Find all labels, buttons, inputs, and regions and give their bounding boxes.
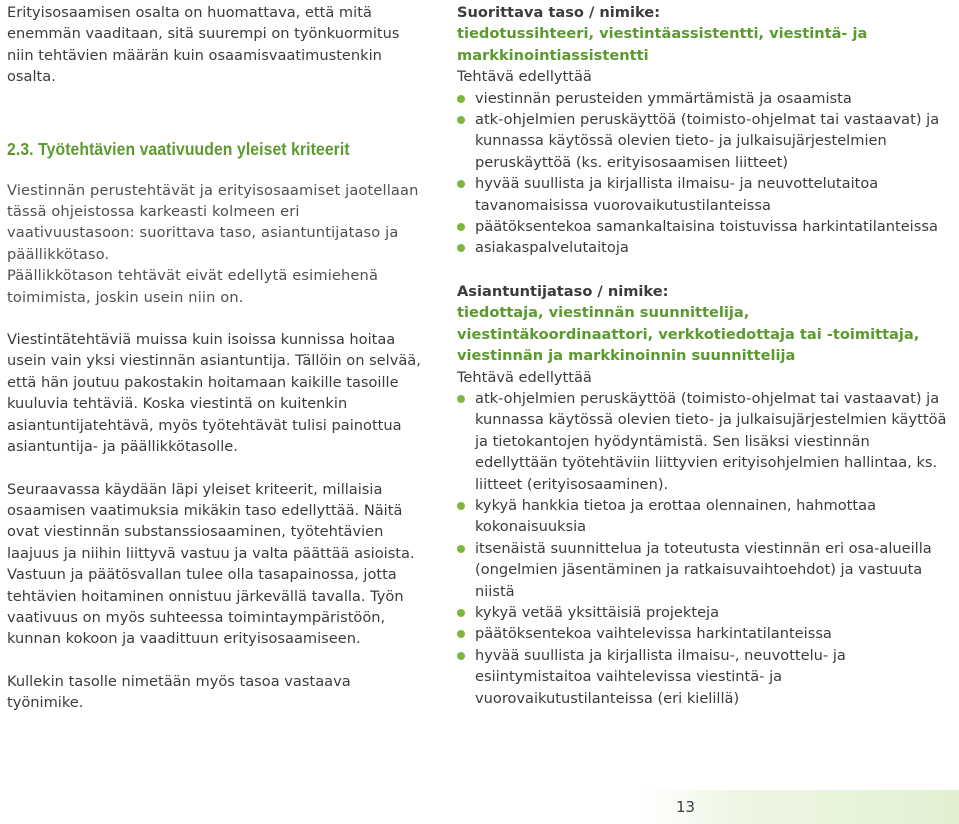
list-item: päätöksentekoa samankaltaisina toistuvissa harkintatilanteissa — [457, 216, 947, 237]
bullet-icon — [457, 95, 465, 103]
intro-paragraph: Erityisosaamisen osalta on huomattava, että mitä enemmän vaaditaan, sitä suurempi on työnkuormitus niin tehtävien määrän kuin osaamisvaatimustenkin osalta. — [7, 4, 400, 86]
bullet-icon — [457, 502, 465, 510]
bullet-icon — [457, 395, 465, 403]
operative-level-title: Suorittava taso / nimike: — [457, 4, 661, 21]
expert-level-block — [457, 281, 947, 709]
list-item: itsenäistä suunnittelua ja toteutusta viestinnän eri osa-alueilla (ongelmien jäsentäminen ja ratkaisuvaihtoehdot) ja vastuuta niistä — [457, 538, 947, 602]
operative-level-requires: Tehtävä edellyttää — [457, 68, 592, 86]
operative-level-block — [457, 2, 947, 259]
operative-level-job-titles: tiedotussihteeri, viestintäassistentti, viestintä- ja markkinointiassistentti — [457, 25, 868, 64]
list-item: hyvää suullista ja kirjallista ilmaisu- ja neuvottelutaitoa tavanomaisissa vuorovaikutustilanteissa — [457, 173, 947, 216]
job-title-paragraph: Kullekin tasolle nimetään myös tasoa vastaava työnimike. — [7, 672, 351, 712]
page-number: 13 — [676, 798, 696, 816]
bullet-icon — [457, 545, 465, 553]
bullet-icon — [457, 652, 465, 660]
criteria-paragraph: Seuraavassa käydään läpi yleiset kriteerit, millaisia osaamisen vaatimuksia mikäkin taso edellyttää. Näitä ovat viestinnän substanssiosaaminen, työtehtävien laajuus ja niihin liittyvä vastuu ja valta päättää asioista. Vastuun ja päätösvallan tulee olla tasapainossa, jotta tehtävien hoitaminen onnistuu järkevällä tavalla. Työn vaativuus on myös suhteessa toimintaympäristöön, kunnan kokoon ja vaadittuun erityisosaamiseen. — [7, 480, 415, 648]
section-heading: 2.3. Työtehtävien vaativuuden yleiset kriteerit — [7, 138, 350, 159]
bullet-icon — [457, 244, 465, 252]
management-paragraph: Päällikkötason tehtävät eivät edellytä esimiehenä toimimista, joskin usein niin on. — [7, 267, 379, 306]
list-item: kykyä hankkia tietoa ja erottaa olennainen, hahmottaa kokonaisuuksia — [457, 495, 947, 538]
list-item: hyvää suullista ja kirjallista ilmaisu-, neuvottelu- ja esiintymistaitoa vaihtelevissa viestintä- ja vuorovaikutustilanteissa (eri kielillä) — [457, 645, 947, 709]
list-item: asiakaspalvelutaitoja — [457, 237, 947, 258]
bullet-icon — [457, 609, 465, 617]
list-item: atk-ohjelmien peruskäyttöä (toimisto-ohjelmat tai vastaavat) ja kunnassa käytössä olevien tieto- ja julkaisujärjestelmien käyttöä ja tietokantojen hyödyntämistä. Sen lisäksi viestinnän edellyttään työtehtäviin liittyvien erityisohjelmien hallintaa, ks. liitteet (erityisosaaminen). — [457, 388, 947, 495]
expert-level-job-titles: tiedottaja, viestinnän suunnittelija, viestintäkoordinaattori, verkkotiedottaja tai -toimittaja, viestinnän ja markkinoinnin suunnittelija — [457, 304, 920, 365]
bullet-icon — [457, 223, 465, 231]
list-item: päätöksentekoa vaihtelevissa harkintatilanteissa — [457, 623, 947, 644]
bullet-icon — [457, 116, 465, 124]
expert-level-requires: Tehtävä edellyttää — [457, 368, 592, 386]
bullet-icon — [457, 630, 465, 638]
expert-level-list — [457, 388, 947, 709]
bullet-icon — [457, 180, 465, 188]
expert-paragraph: Viestintätehtäviä muissa kuin isoissa kunnissa hoitaa usein vain yksi viestinnän asiantuntija. Tällöin on selvää, että hän joutuu pakostakin hoitamaan kaikille tasoille kuuluvia tehtäviä. Koska viestintä on kuitenkin asiantuntijatehtävä, myös työtehtävät tulisi painottua asiantuntija- ja päällikkötasolle. — [7, 331, 421, 456]
list-item: atk-ohjelmien peruskäyttöä (toimisto-ohjelmat tai vastaavat) ja kunnassa käytössä olevien tieto- ja julkaisujärjestelmien peruskäyttöä (ks. erityisosaamisen liitteet) — [457, 109, 947, 173]
levels-paragraph: Viestinnän perustehtävät ja erityisosaamiset jaotellaan tässä ohjeistossa karkeasti kolmeen eri vaativuustasoon: suorittava taso, asiantuntijataso ja päällikkötaso. — [7, 181, 419, 263]
expert-level-title: Asiantuntijataso / nimike: — [457, 282, 669, 300]
list-item: viestinnän perusteiden ymmärtämistä ja osaamista — [457, 88, 947, 109]
left-column — [7, 0, 425, 714]
right-column — [457, 0, 947, 709]
operative-level-list — [457, 88, 947, 259]
list-item: kykyä vetää yksittäisiä projekteja — [457, 602, 947, 623]
